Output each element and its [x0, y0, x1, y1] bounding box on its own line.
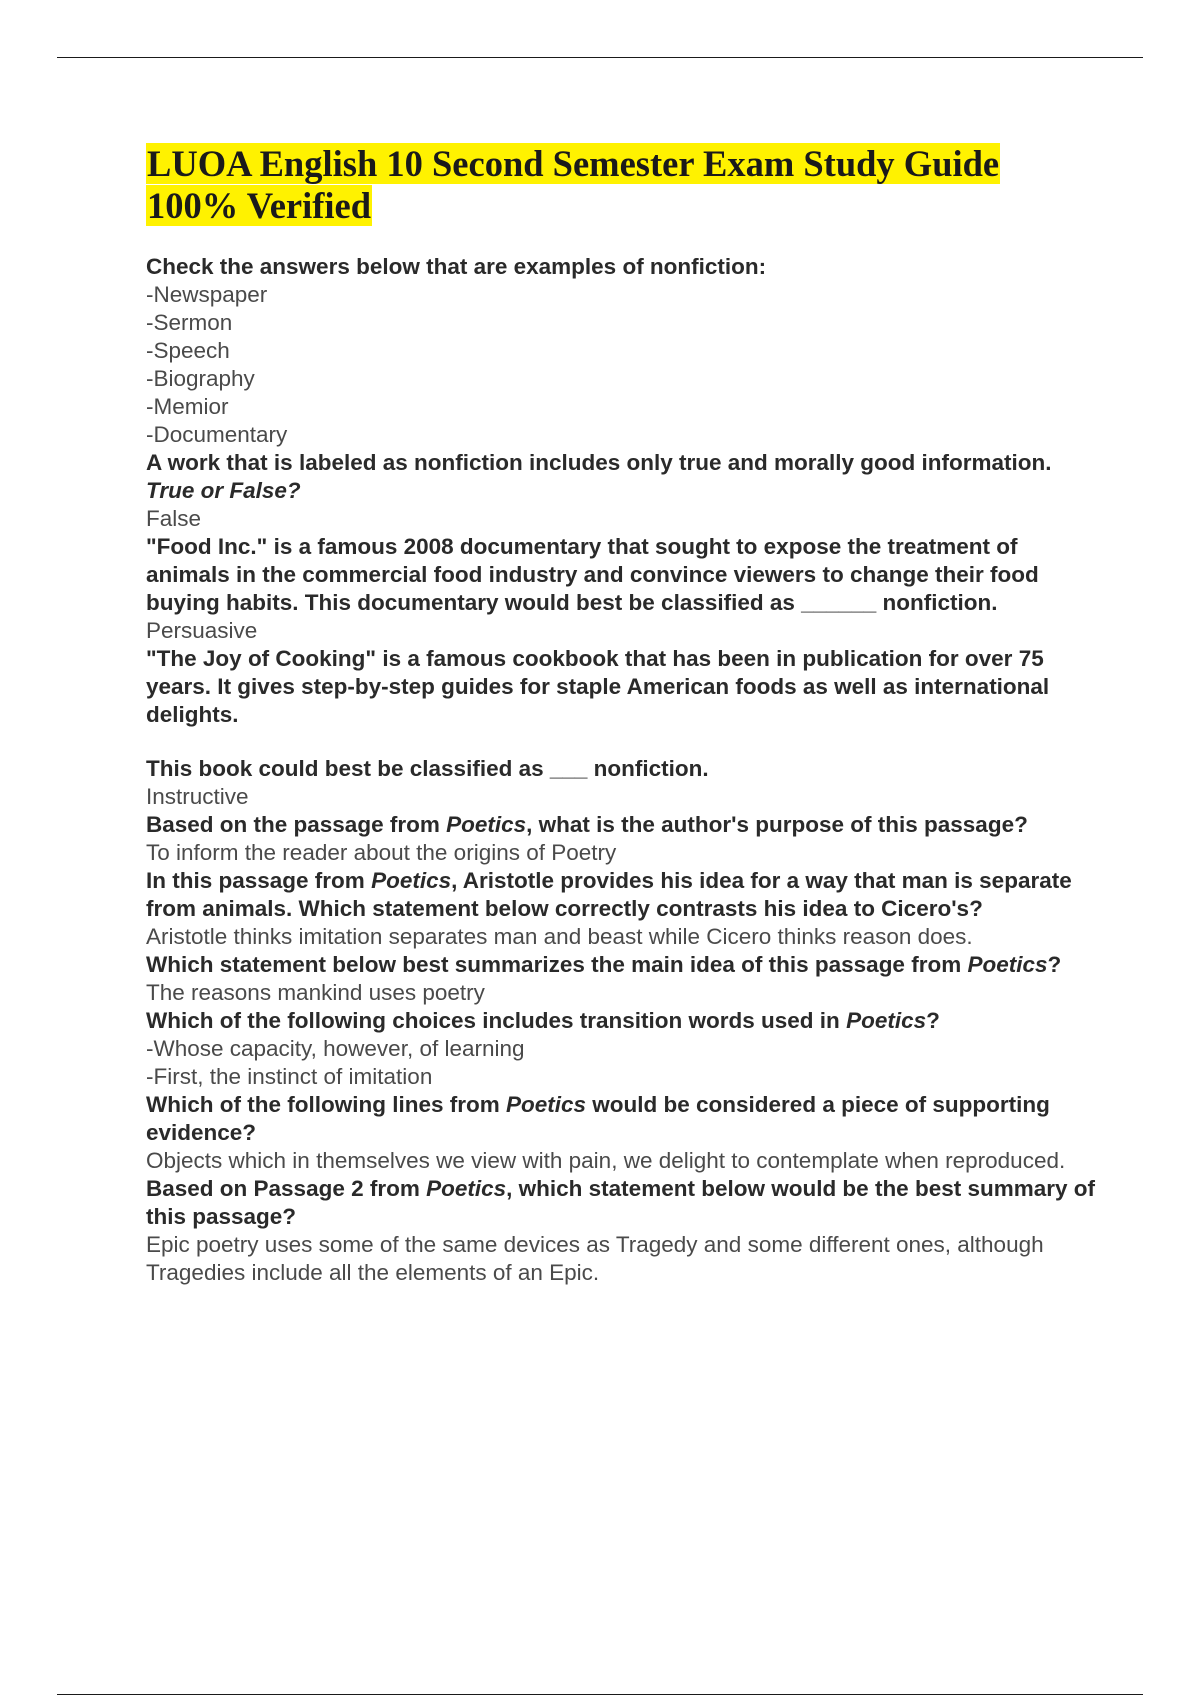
title-highlight: LUOA English 10 Second Semester Exam Study Guide 100% Verified: [147, 143, 1000, 226]
answer-1-item: -Biography: [146, 366, 255, 391]
question-5-pre: Based on the passage from: [146, 812, 447, 837]
question-10-pre: Based on Passage 2 from: [146, 1176, 427, 1201]
answer-6: Aristotle thinks imitation separates man and beast while Cicero thinks reason does.: [146, 924, 973, 949]
question-5-post: , what is the author's purpose of this passage?: [526, 812, 1028, 837]
question-9-post: would be considered a piece of supporting evidence?: [146, 1092, 1050, 1145]
answer-5: To inform the reader about the origins of Poetry: [146, 840, 617, 865]
question-2-italic: True or False?: [146, 478, 301, 503]
question-5-italic: Poetics: [446, 812, 527, 837]
answer-3: Persuasive: [146, 618, 258, 643]
question-6-italic: Poetics: [371, 868, 452, 893]
answer-7: The reasons mankind uses poetry: [146, 980, 485, 1005]
header-rule: [57, 57, 1143, 58]
question-1: Check the answers below that are examples of nonfiction:: [146, 254, 767, 279]
answer-10: Epic poetry uses some of the same devices as Tragedy and some different ones, although Tragedies include all the elements of an Epic.: [146, 1232, 1044, 1285]
question-10-italic: Poetics: [426, 1176, 507, 1201]
footer-rule: [57, 1694, 1143, 1695]
answer-1-item: -Documentary: [146, 422, 288, 447]
answer-2: False: [146, 506, 202, 531]
question-6-pre: In this passage from: [146, 868, 372, 893]
question-5: [146, 811, 1096, 839]
question-7-italic: Poetics: [967, 952, 1048, 977]
question-9-pre: Which of the following lines from: [146, 1092, 506, 1117]
question-8-post: ?: [926, 1008, 940, 1033]
question-4-part-2: This book could best be classified as ___ nonfiction.: [146, 756, 709, 781]
answer-8-item: -First, the instinct of imitation: [146, 1064, 433, 1089]
question-7-post: ?: [1047, 952, 1062, 977]
answer-9: Objects which in themselves we view with pain, we delight to contemplate when reproduced.: [146, 1148, 1066, 1173]
question-6-post: , Aristotle provides his idea for a way that man is separate from animals. Which statement below correctly contrasts his idea to Cicero's?: [146, 868, 1072, 921]
answer-1-item: -Newspaper: [146, 282, 268, 307]
answer-1-item: -Sermon: [146, 310, 233, 335]
question-2: [146, 449, 1096, 505]
answer-4: Instructive: [146, 784, 249, 809]
document-title: [146, 143, 1096, 227]
question-10-post: , which statement below would be the best summary of this passage?: [146, 1176, 1096, 1229]
question-9: [146, 1091, 1096, 1147]
question-8-italic: Poetics: [846, 1008, 927, 1033]
document-page: [146, 143, 1096, 1287]
question-8: [146, 1007, 1096, 1035]
question-2-text: A work that is labeled as nonfiction includes only true and morally good information.: [146, 450, 1052, 475]
question-7-pre: Which statement below best summarizes the main idea of this passage from: [146, 952, 968, 977]
question-4: "The Joy of Cooking" is a famous cookbook that has been in publication for over 75 years. It gives step-by-step guides for staple American foods as well as international delights.: [146, 646, 1050, 727]
paragraph-gap: [146, 729, 1096, 755]
question-7: [146, 951, 1096, 979]
question-6: [146, 867, 1096, 923]
question-3: "Food Inc." is a famous 2008 documentary that sought to expose the treatment of animals in the commercial food industry and convince viewers to change their food buying habits. This documentary would best be classified as ______ nonfiction.: [146, 534, 1039, 615]
question-10: [146, 1175, 1096, 1231]
answer-1-item: -Speech: [146, 338, 230, 363]
question-9-italic: Poetics: [505, 1092, 587, 1117]
answer-1-item: -Memior: [146, 394, 229, 419]
question-8-pre: Which of the following choices includes transition words used in: [146, 1008, 847, 1033]
answer-8-item: -Whose capacity, however, of learning: [146, 1036, 525, 1061]
